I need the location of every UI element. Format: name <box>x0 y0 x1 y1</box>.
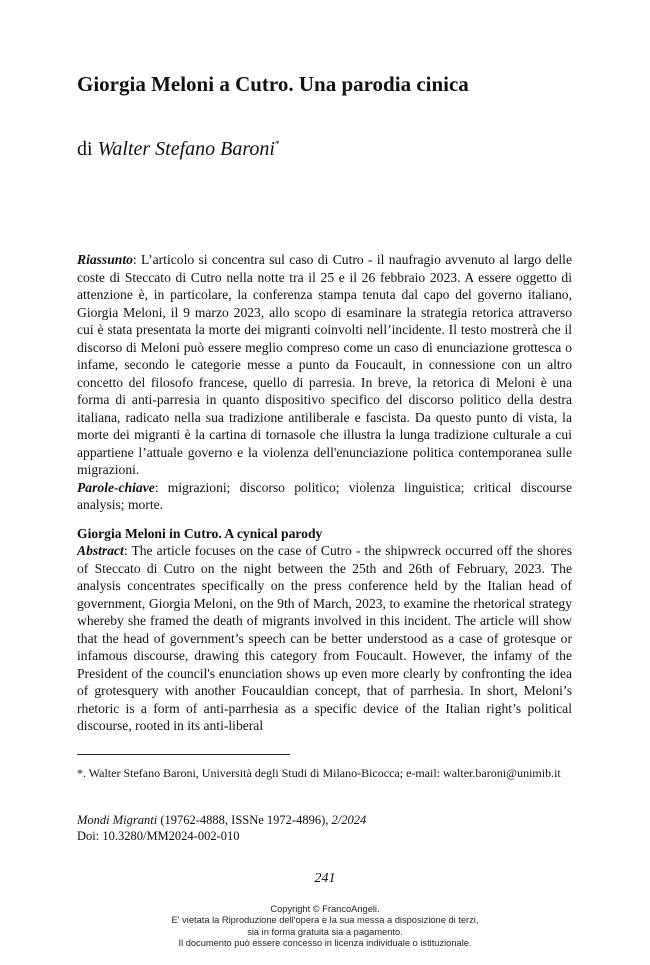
abstract-italian-text: : L’articolo si concentra sul caso di Cutro - il naufragio avvenuto al largo delle coste di Steccato di Cutro nella notte tra il 25 e il 26 febbraio 2023. A essere oggetto di attenzione è, in particolare, la conferenza stampa tenuta dal capo del governo italiano, Giorgia Meloni, il 9 marzo 2023, allo scopo di esaminare la strategia retorica attraverso cui è stata presentata la morte dei migranti coinvolti nell’incidente. Il testo mostrerà che il discorso di Meloni può essere meglio compreso come un caso di enunciazione grottesca o infame, secondo le categorie messe a punto da Foucault, in connessione con un altro concetto del filosofo francese, quello di parresia. In breve, la retorica di Meloni è una forma di anti-parresia in quanto dispositivo specifico del discorso politico della destra italiana, radicato nella sua tradizione antiliberale e fascista. Da questo punto di vista, la morte dei migranti è la cartina di tornasole che illustra la lunga tradizione culturale a cui appartiene l’attuale governo e la violenza dell'enunciazione politica contemporanea sulle migrazioni. <box>77 252 572 477</box>
footnote-divider <box>77 754 290 755</box>
abstract-english <box>77 542 572 735</box>
author-footnote: *. Walter Stefano Baroni, Università degli Studi di Milano-Bicocca; e-mail: walter.baroni@unimib.it <box>77 766 561 780</box>
abstract-english-text: : The article focuses on the case of Cutro - the shipwreck occurred off the shores of Steccato di Cutro on the night between the 25th and 26th of February, 2023. The analysis concentrates specifically on the press conference held by the Italian head of government, Giorgia Meloni, on the 9th of March, 2023, to examine the rhetorical strategy whereby she framed the death of migrants involved in this incident. The article will show that the head of government’s speech can be better understood as a case of grotesque or infamous discourse, drawing this category from Foucault. However, the infamy of the President of the council's enunciation shows up even more clearly by confronting the idea of grotesquery with another Foucauldian concept, that of parrhesia. In short, Meloni’s rhetoric is a form of anti-parrhesia as a specific device of the Italian right’s political discourse, rooted in its anti-liberal <box>77 543 572 733</box>
article-title: Giorgia Meloni a Cutro. Una parodia cinica <box>77 72 469 96</box>
abstract-english-label: Abstract <box>77 543 124 558</box>
author-name: Walter Stefano Baroni <box>97 138 275 160</box>
copyright-line: Il documento può essere concesso in licenza individuale o istituzionale. <box>178 938 472 949</box>
author-footnote-marker: * <box>274 139 280 149</box>
copyright-notice <box>0 904 650 950</box>
keywords-label: Parole-chiave <box>77 479 155 495</box>
keywords-text: : migrazioni; discorso politico; violenza linguistica; critical discourse analysis; morte. <box>77 479 572 512</box>
copyright-line: E' vietata la Riproduzione dell'opera e la sua messa a disposizione di terzi, <box>171 915 479 926</box>
journal-issn: (19762-4888, ISSNe 1972-4896), <box>157 813 332 827</box>
byline <box>77 132 279 161</box>
byline-prefix: di <box>77 138 93 160</box>
journal-issue: 2/2024 <box>331 813 367 827</box>
english-title: Giorgia Meloni in Cutro. A cynical parody <box>77 526 323 541</box>
copyright-line: sia in forma gratuita sia a pagamento. <box>247 926 403 937</box>
journal-name: Mondi Migranti <box>77 813 158 827</box>
journal-doi: Doi: 10.3280/MM2024-002-010 <box>77 829 240 843</box>
abstract-italian-label: Riassunto <box>77 252 133 267</box>
copyright-line: Copyright © FrancoAngeli. <box>270 904 380 914</box>
abstract-italian <box>77 251 572 514</box>
journal-info <box>77 812 572 844</box>
page-number: 241 <box>314 871 336 886</box>
